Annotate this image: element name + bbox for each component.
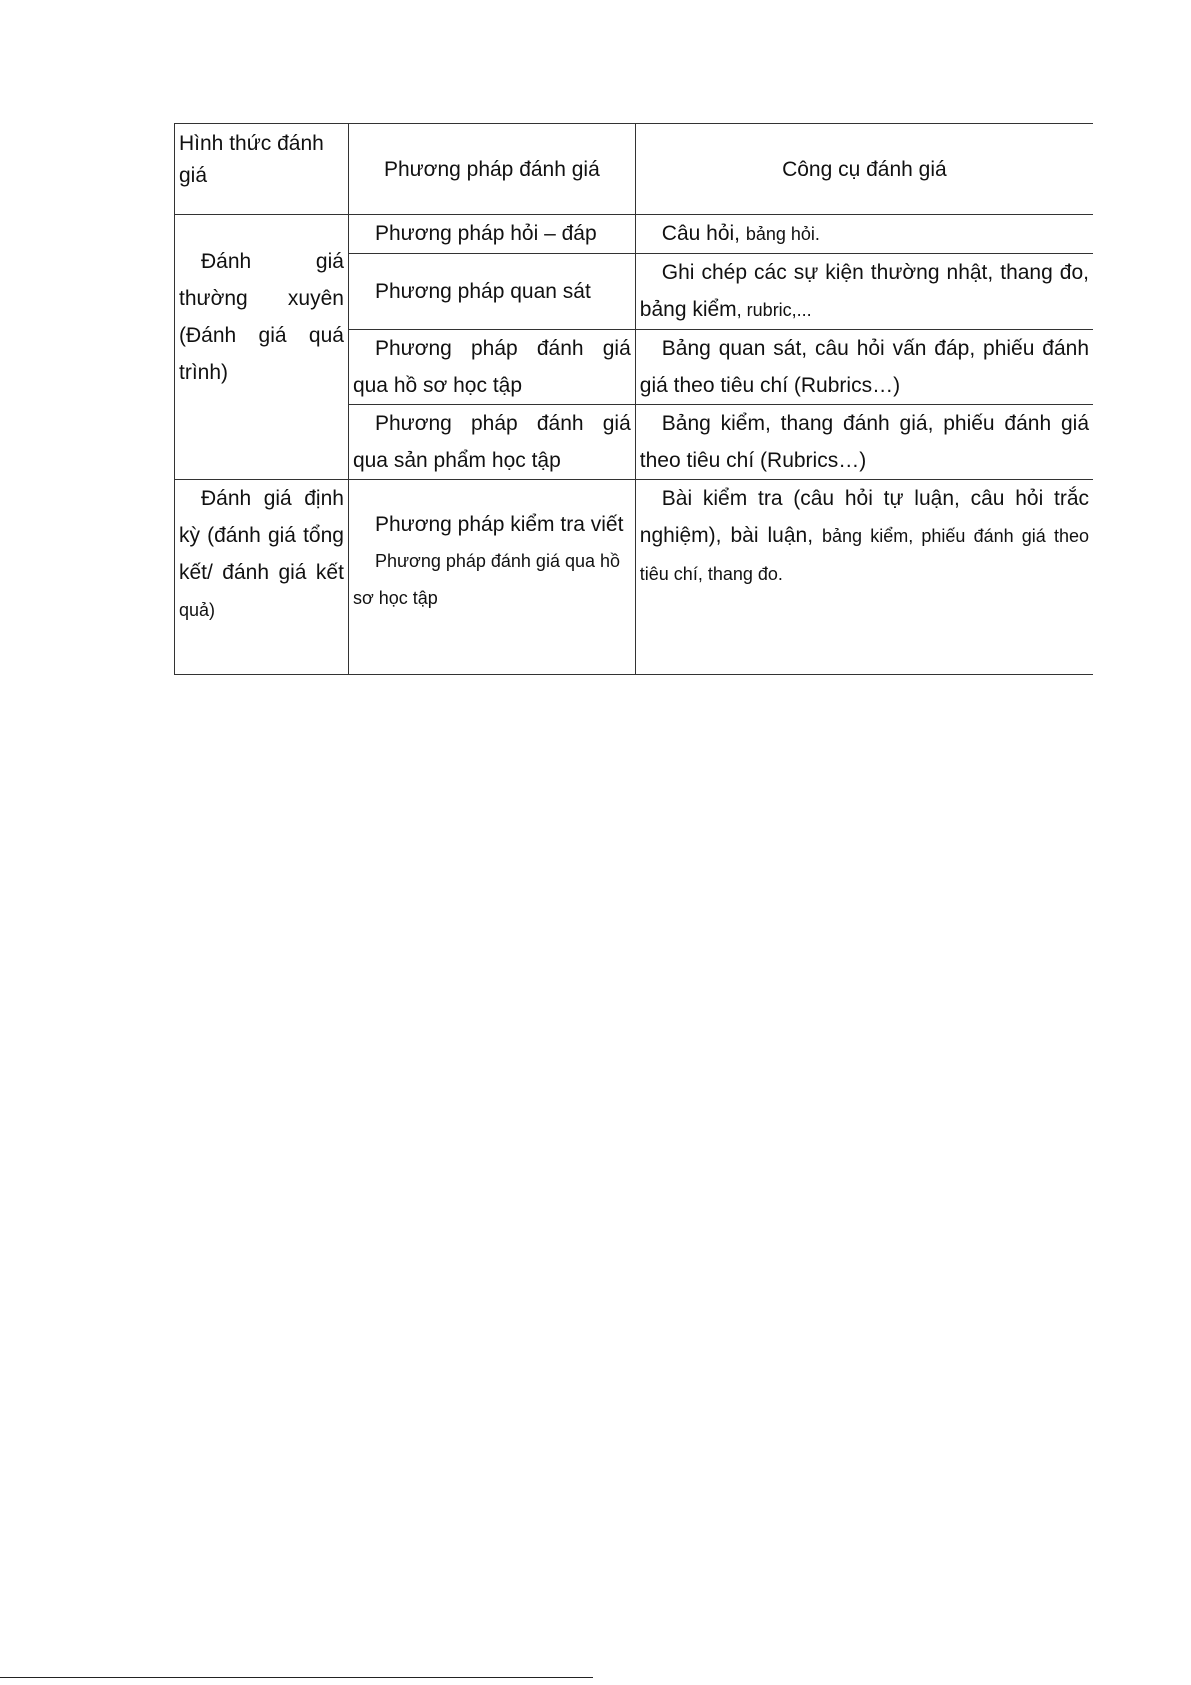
form-periodic-text: Đánh giá định kỳ (đánh giá tổng kết/ đánh giá kết [179,487,344,584]
tool-cell [635,330,1093,405]
tool-cell [635,480,1093,675]
footnote-separator-line [0,1677,593,1678]
header-tool [635,124,1093,215]
tool-text: Bảng quan sát, câu hỏi vấn đáp, phiếu đánh giá theo tiêu chí (Rubrics…) [639,337,1089,397]
header-method [348,124,635,215]
header-tool-text: Công cụ đánh giá [782,157,947,181]
method-cell [348,480,635,675]
method-text-small: Phương pháp đánh giá qua hồ sơ học tập [352,551,621,608]
tool-cell [635,254,1093,330]
form-periodic-text-small: quả) [179,600,216,620]
header-form-text: Hình thức đánh giá [179,132,324,187]
method-text: Phương pháp đánh giá qua sản phẩm học tập [352,412,631,472]
assessment-table [174,123,1093,675]
method-cell [348,215,635,254]
header-method-text: Phương pháp đánh giá [383,157,600,181]
method-text: Phương pháp quan sát [374,280,591,303]
table-row [175,480,1094,675]
tool-cell [635,215,1093,254]
form-cell-regular [175,215,349,480]
method-text: Phương pháp đánh giá qua hồ sơ học tập [352,337,631,397]
tool-text-small: bảng kiểm, phiếu đánh giá theo tiêu chí, thang đo. [639,526,1089,584]
method-cell [348,330,635,405]
table-row [175,215,1094,254]
tool-cell [635,405,1093,480]
tool-text: Bảng kiểm, thang đánh giá, phiếu đánh giá theo tiêu chí (Rubrics…) [639,412,1089,472]
table-header-row [175,124,1094,215]
form-cell-periodic [175,480,349,675]
tool-text: Ghi chép các sự kiện thường nhật, thang đo, bảng kiểm [639,261,1089,321]
header-form [175,124,349,215]
method-text: Phương pháp hỏi – đáp [374,222,597,245]
tool-text-small: , rubric,... [736,300,812,320]
method-cell [348,405,635,480]
tool-text: Câu hỏi, [661,222,746,245]
method-text: Phương pháp kiểm tra viết [374,513,624,536]
tool-text-small: bảng hỏi. [745,224,820,244]
form-regular-text: Đánh giá thường xuyên (Đánh giá quá trình) [179,250,344,384]
method-cell [348,254,635,330]
tool-text: Bài kiểm tra (câu hỏi tự luận, câu hỏi trắc nghiệm), bài luận, [639,487,1089,547]
